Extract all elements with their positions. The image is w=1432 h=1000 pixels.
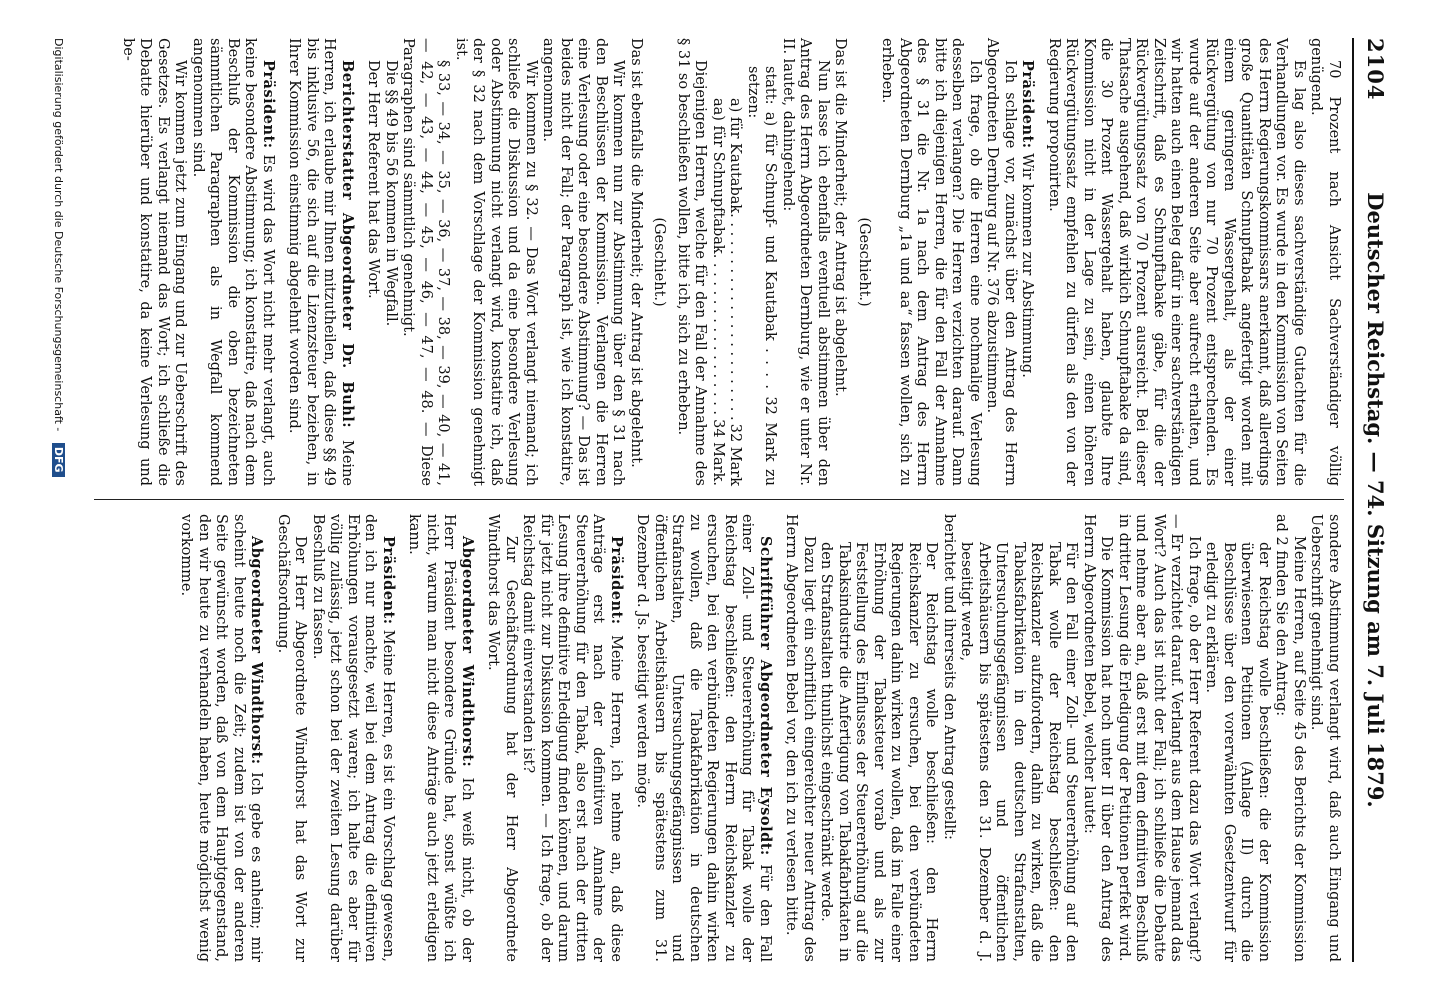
paragraph: Ich frage, ob die Herren eine nochmalige Verlesung desselben verlangen? Die Herren verzichten darauf. Dann bitte ich diejenigen Herren, die für den Fall der Annahme des § 31 die Nr. 1a nach dem Antrag des Herrn Abgeordneten Dernburg „1a und aa“ fassen wollen, sich zu erheben. <box>879 38 983 486</box>
speaker-label: Abgeordneter Windthorst: <box>248 536 266 765</box>
quoted-motion: Für den Fall einer Zoll- und Steuererhöhung auf den Tabak wolle der Reichstag beschließen: den Reichskanzler aufzufordern, dahin zu wirken, daß die Tabaksfabrikation in den deutschen Strafanstalten, Untersuchungsgefängnissen und öffentlichen Arbeitshäusern bis spätestens den 31. Dezember d. J. beseitigt werde, <box>958 542 1080 962</box>
leader-dots <box>726 213 744 420</box>
paragraph: Wir kommen zu § 32. — Das Wort verlangt niemand; ich schließe die Diskussion und da eine besondere Verlesung oder Abstimmung nicht verlangt wird, konstatire ich, daß der § 32 nach dem Vorschlage der Kommission genehmigt ist. <box>453 38 539 486</box>
paragraph: Dazu liegt ein schriftlich eingereichter neuer Antrag des Herrn Abgeordneten Bebel vor, den ich zu verlesen bitte. <box>783 514 817 962</box>
speech-text: Ich weiß nicht, ob der Herr Präsident besondere Gründe hat, sonst wüßte ich nicht, warum man nicht diese Anträge auch jetzt erledigen kann. <box>406 514 475 962</box>
speaker-label: Schriftführer Abgeordneter Eysoldt: <box>757 536 774 856</box>
stage-direction: (Geschieht.) <box>856 217 872 307</box>
paragraph: Die §§ 49 bis 56 kommen in Wegfall. <box>383 60 399 327</box>
paragraph: Nun lasse ich ebenfalls eventuell abstimmen über den Antrag des Herrn Abgeordneten Dernburg, wie er unter Nr. II. lautet, dahingehend: <box>780 38 831 486</box>
paragraph <box>1018 38 1037 486</box>
speech-text: Meine Herren, ich nehme an, daß diese Anträge erst nach der definitiven Annahme der Steuererhöhung für den Tabak, also erst nach der dritten Lesung ihre definitive Erledigung finden können, und darum für jetzt nicht zur Diskussion kommen. — Ich frage, ob der Reichstag damit einverstanden ist? <box>520 514 624 963</box>
list-item <box>726 38 744 486</box>
paragraph: § 33, — 34, — 35, — 36, — 37, — 38, — 39, — 40, — 41, — 42, — 43, — 44, — 45, — 46, — 47, — 48. — Diese Paragraphen sind sämmtlich genehmigt. <box>400 38 452 486</box>
quoted-motion: der Reichstag wolle beschließen: die der Kommission überwiesenen Petitionen (Anlage II) durch die Beschlüsse über den vorerwähnten Gesetzentwurf für erledigt zu erklären. <box>1203 542 1272 962</box>
right-column <box>177 514 1342 962</box>
paragraph <box>519 514 625 962</box>
paragraph: Wir kommen jetzt zum Eingang und zur Ueberschrift des Gesetzes. Es verlangt niemand das Wort; ich schließe die Debatte hierüber und konstatire, da keine Verlesung und be- <box>120 38 189 486</box>
page-header <box>1358 38 1392 962</box>
speaker-label: Berichterstatter Abgeordneter Dr. Buhl: <box>339 60 356 429</box>
paragraph: Zur Geschäftsordnung hat der Herr Abgeordnete Windthorst das Wort. <box>485 514 519 962</box>
left-column <box>119 38 1343 486</box>
speaker-label: Abgeordneter Windthorst: <box>459 536 476 768</box>
list-item <box>709 38 727 486</box>
stage-direction: (Geschieht.) <box>651 217 668 307</box>
speech-text: Ich gebe es anheim; mir scheint heute noch die Zeit; zudem ist von der anderen Seite gewünscht worden, daß von dem Hauptgegenstand, den wir heute zu verhandeln haben, heute möglichst wenig vorkomme. <box>178 514 265 962</box>
paragraph: Wir kommen nun zur Abstimmung über den § 31 nach den Beschlüssen der Kommission. Verlangen die Herren eine Verlesung oder eine besondere Abstimmung? — Das ist beides nicht der Fall; der Paragraph ist, wie ich konstatire, angenommen. <box>540 38 627 486</box>
running-title: Deutscher Reichstag. — 74. Sitzung am 7. Juli 1879. <box>1363 192 1388 808</box>
credit-text: Digitalisierung gefördert durch die Deutsche Forschungsgemeinschaft - <box>52 38 65 432</box>
speaker-label: Präsident: <box>608 536 625 625</box>
header-rule <box>1352 38 1354 962</box>
leader-dots <box>709 254 727 415</box>
item-value: 34 Mark. <box>710 419 726 486</box>
paragraph: Das ist die Minderheit; der Antrag ist abgelehnt. <box>832 38 849 397</box>
speech-text: Für den Fall einer Zoll- und Steuererhöhung für Tabak wolle der Reichstag beschließen: den Herrn Reichskanzler zu ersuchen, bei den verbündeten Regierungen dahin wirken zu wollen, daß die Tabakfabrikation in deutschen Strafanstalten, Untersuchungsgefängnissen und öffentlichen Arbeitshäusern bis spätestens zum 31. Dezember d. Js. beseitigt werden möge. <box>634 514 773 963</box>
digitization-credit <box>52 38 65 477</box>
quoted-motion: Der Reichstag wolle beschließen: den Herrn Reichskanzler zu ersuchen, bei den verbündeten Regierungen dahin wirken zu wollen, daß im Falle einer Erhöhung der Tabaksteuer vorab und als zur Feststellung des Einflusses der Steuererhöhung auf die Tabaksindustrie die Anfertigung von Tabakfabrikaten in den Strafanstalten thunlichst eingeschränkt werde. <box>818 542 940 962</box>
paragraph: Die Kommission hat noch unter II über den Antrag des Herrn Abgeordneten Bebel, welcher lautet: <box>1081 514 1115 962</box>
item-label: aa) für Schnupftabak <box>710 98 726 254</box>
document-page <box>16 10 1416 990</box>
paragraph: berichtet und ihrerseits den Antrag gestellt: <box>941 514 957 840</box>
page-number: 2104 <box>1363 38 1388 101</box>
speech-text: Es wird das Wort nicht mehr verlangt, auch keine besondere Abstimmung; ich konstatire, daß nach dem Beschluß der Kommission die oben bezeichneten sämmtlichen Paragraphen als in Wegfall kommend angenommen sind. <box>190 38 276 486</box>
paragraph: sondere Abstimmung verlangt wird, daß auch Eingang und Ueberschrift genehmigt sind. <box>1308 514 1342 962</box>
paragraph: Ich frage, ob der Herr Referent dazu das Wort verlangt? — Er verzichtet darauf. Verlangt aus dem Hause jemand das Wort? Auch das ist nicht der Fall; ich schließe die Debatte und nehme aber an, daß erst mit dem definitiven Beschluß in dritter Lesung die Erledigung der Petitionen perfekt wird. <box>1116 514 1202 962</box>
speech-text: Meine Herren, es ist ein Vorschlag gewesen, den ich nur machte, weil bei dem Antrag die definitiven Erhöhungen vorausgesetzt waren; ich halte es aber für völlig zulässig, jetzt schon bei der zweiten Lesung darüber Beschluß zu fassen. <box>310 514 396 963</box>
paragraph: Das ist ebenfalls die Minderheit; der Antrag ist abgelehnt. <box>628 38 644 468</box>
paragraph: Es lag also dieses sachverständige Gutachten für die Verhandlungen vor. Es wurde in den Kommission von Seiten des Herrn Regierungskommissars anerkannt, daß allerdings große Quantitäten Schnupftabak angefertigt worden mit einem geringeren Wassergehalt, als der einer Rückvergütung von nur 70 Prozent entsprechenden. Es wurde auf der anderen Seite aber aufrecht erhalten, und wir hatten auch einen Beleg dafür in einer sachverständigen Zeitschrift, daß es Schnupftabake gäbe, für die der Rückvergütungssatz von 70 Prozent ausreicht. Bei dieser Thatsache ausgehend, daß wirklich Schnupftabake da sind, die 30 Prozent Wassergehalt haben, glaubte Ihre Kommission nicht in der Lage zu sein, einen höheren Rückvergütungssatz empfehlen zu dürfen als den von der Regierung proponirten. <box>1046 38 1307 486</box>
paragraph: Der Herr Referent hat das Wort. <box>365 60 382 299</box>
speaker-label: Präsident: <box>380 536 397 625</box>
paragraph <box>309 514 398 962</box>
paragraph: Diejenigen Herren, welche für den Fall der Annahme des § 31 so beschließen wollen, bitte ich, sich zu erheben. <box>675 38 709 486</box>
paragraph <box>189 38 278 486</box>
speech-text: Wir kommen zur Abstimmung. <box>1019 153 1036 378</box>
item-value: 32 Mark <box>727 423 744 486</box>
speech-text: Meine Herren, ich erlaube mir Ihnen mitzutheilen, daß diese §§ 49 bis inklusive 56, die sich auf die Lizenzsteuer beziehen, in Ihrer Kommission einstimmig abgelehnt worden sind. <box>286 38 355 486</box>
paragraph: 70 Prozent nach Ansicht Sachverständiger völlig genügend. <box>1308 38 1342 486</box>
paragraph: statt: a) für Schnupf- und Kautabak . . . . 32 Mark zu setzen: <box>745 66 779 486</box>
dfg-logo: DFG <box>52 443 65 477</box>
paragraph <box>285 38 356 486</box>
paragraph: Ich schlage vor, zunächst über den Antrag des Herrn Abgeordneten Dernburg auf Nr. 376 abzustimmen. <box>984 38 1018 486</box>
speaker-label: Präsident: <box>1019 60 1037 149</box>
column-divider <box>94 499 1344 500</box>
paragraph <box>177 514 266 962</box>
speaker-label: Präsident: <box>260 60 277 149</box>
paragraph <box>633 514 774 962</box>
item-label: a) für Kautabak <box>727 98 744 214</box>
paragraph <box>405 514 476 962</box>
paragraph: Der Herr Abgeordnete Windthorst hat das Wort zur Geschäftsordnung. <box>275 514 309 962</box>
paragraph: Meine Herren, auf Seite 45 des Berichts der Kommission ad 2 finden Sie den Antrag: <box>1273 514 1307 962</box>
